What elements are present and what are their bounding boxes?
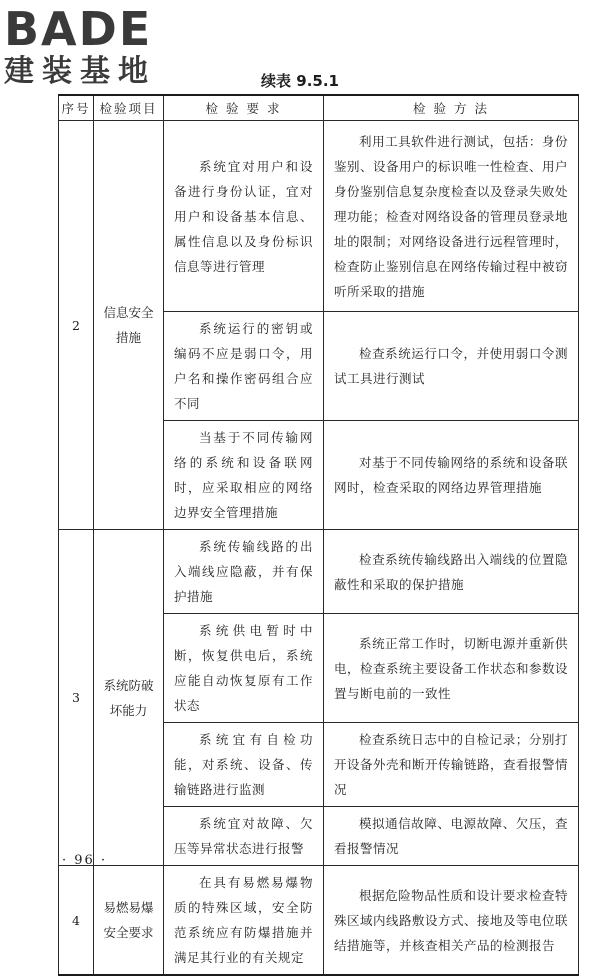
- row-method: 模拟通信故障、电源故障、欠压，查看报警情况: [324, 807, 579, 866]
- header-requirement: 检 验 要 求: [164, 95, 324, 121]
- row-method: 检查系统传输线路出入端线的位置隐蔽性和采取的保护措施: [324, 530, 579, 614]
- row-item: 系统防破坏能力: [94, 530, 164, 866]
- row-requirement: 系统宜对用户和设备进行身份认证，宜对用户和设备基本信息、属性信息以及身份标识信息等进行管理: [164, 121, 324, 312]
- header-index: 序号: [59, 95, 94, 121]
- row-index: 3: [59, 530, 94, 866]
- inspection-table: [58, 94, 579, 976]
- row-requirement: 系统运行的密钥或编码不应是弱口令，用户名和操作密码组合应不同: [164, 312, 324, 421]
- logo-wordmark: BADE: [4, 2, 153, 56]
- row-method: 检查系统日志中的自检记录；分别打开设备外壳和断开传输链路，查看报警情况: [324, 723, 579, 807]
- table-row: [59, 530, 579, 614]
- row-requirement: 在具有易燃易爆物质的特殊区域，安全防范系统应有防爆措施并满足其行业的有关规定: [164, 866, 324, 976]
- header-item: 检验项目: [94, 95, 164, 121]
- row-requirement: 当基于不同传输网络的系统和设备联网时，应采取相应的网络边界安全管理措施: [164, 421, 324, 530]
- table-row: [59, 121, 579, 312]
- row-index: 2: [59, 121, 94, 530]
- table-title: 续表 9.5.1: [261, 72, 339, 90]
- row-requirement: 系统宜有自检功能，对系统、设备、传输链路进行监测: [164, 723, 324, 807]
- row-method: 检查系统运行口令，并使用弱口令测试工具进行测试: [324, 312, 579, 421]
- row-requirement: 系统宜对故障、欠压等异常状态进行报警: [164, 807, 324, 866]
- row-method: 系统正常工作时，切断电源并重新供电，检查系统主要设备工作状态和参数设置与断电前的一致性: [324, 614, 579, 723]
- header-method: 检 验 方 法: [324, 95, 579, 121]
- table-header-row: [59, 95, 579, 121]
- row-requirement: 系统供电暂时中断，恢复供电后，系统应能自动恢复原有工作状态: [164, 614, 324, 723]
- row-item: 易燃易爆安全要求: [94, 866, 164, 976]
- row-method: 对基于不同传输网络的系统和设备联网时，检查采取的网络边界管理措施: [324, 421, 579, 530]
- table-row: [59, 866, 579, 976]
- row-method: 利用工具软件进行测试，包括：身份鉴别、设备用户的标识唯一性检查、用户身份鉴别信息复杂度检查以及登录失败处理功能；检查对网络设备的管理员登录地址的限制；对网络设备进行远程管理时，检查防止鉴别信息在网络传输过程中被窃听所采取的措施: [324, 121, 579, 312]
- page-number: · 96 ·: [62, 853, 108, 868]
- logo-subtitle: 建装基地: [4, 54, 156, 89]
- row-requirement: 系统传输线路的出入端线应隐蔽，并有保护措施: [164, 530, 324, 614]
- row-method: 根据危险物品性质和设计要求检查特殊区域内线路敷设方式、接地及等电位联结措施等，并核查相关产品的检测报告: [324, 866, 579, 976]
- row-index: 4: [59, 866, 94, 976]
- row-item: 信息安全措施: [94, 121, 164, 530]
